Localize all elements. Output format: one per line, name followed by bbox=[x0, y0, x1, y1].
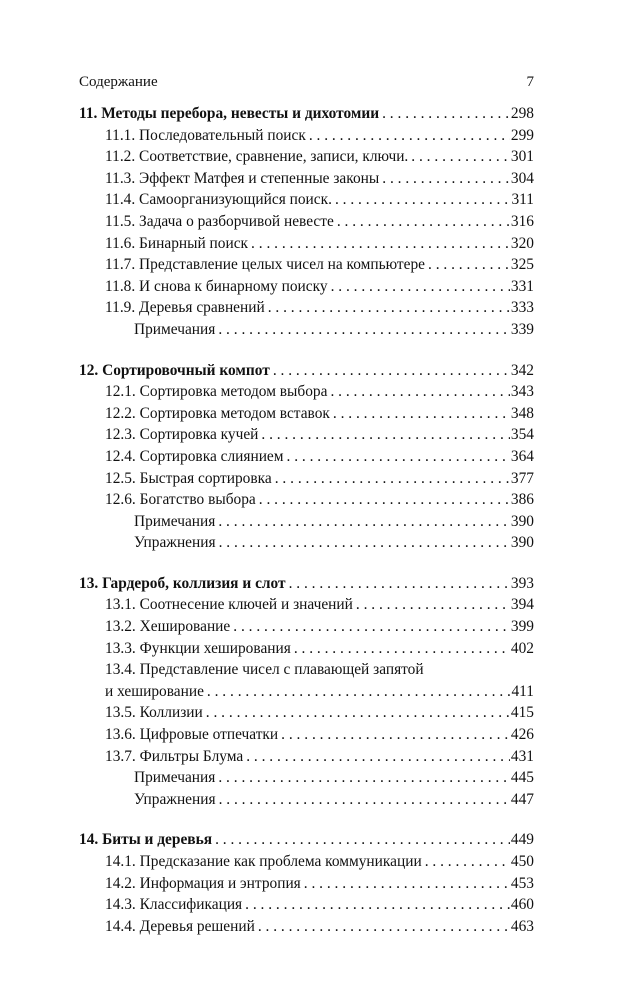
running-head-title: Содержание bbox=[79, 74, 158, 90]
section-entry bbox=[79, 446, 534, 468]
section-entry bbox=[79, 146, 534, 168]
section-entry-title: 11.5. Задача о разборчивой невесте bbox=[105, 212, 334, 230]
section-entry bbox=[79, 659, 534, 681]
dot-leader bbox=[233, 616, 510, 638]
section-entry bbox=[79, 189, 534, 211]
toc-chapter bbox=[79, 829, 534, 937]
section-entry-title: 11.4. Самоорганизующийся поиск. bbox=[105, 191, 332, 209]
dot-leader bbox=[261, 424, 510, 446]
section-entry bbox=[79, 297, 534, 319]
chapter-heading-page: 298 bbox=[510, 105, 534, 122]
section-entry-page: 415 bbox=[510, 704, 534, 722]
chapter-heading bbox=[79, 360, 534, 382]
section-entry-page: 364 bbox=[510, 447, 534, 465]
dot-leader bbox=[258, 916, 510, 938]
section-entry-title: 13.4. Представление чисел с плавающей запятой bbox=[105, 661, 424, 679]
section-entry-page: 333 bbox=[510, 299, 534, 317]
section-entry-page: 304 bbox=[510, 169, 534, 187]
section-entry-title: 12.4. Сортировка слиянием bbox=[105, 447, 284, 465]
chapter-heading bbox=[79, 103, 534, 125]
chapter-heading-page: 342 bbox=[510, 361, 534, 379]
dot-leader bbox=[335, 189, 511, 211]
dot-leader bbox=[294, 638, 510, 660]
running-head bbox=[79, 71, 534, 93]
dot-leader bbox=[245, 894, 510, 916]
section-entry bbox=[79, 424, 534, 446]
dot-leader bbox=[246, 746, 510, 768]
appendix-entry-title: Примечания bbox=[134, 769, 216, 787]
chapter-heading bbox=[79, 829, 534, 851]
section-entry-title: 12.1. Сортировка методом выбора bbox=[105, 383, 328, 401]
section-entry-title: 13.1. Соотнесение ключей и значений bbox=[105, 596, 353, 614]
chapter-heading-title: 11. Методы перебора, невесты и дихотомии bbox=[79, 105, 380, 122]
section-entry-title: 11.1. Последовательный поиск bbox=[105, 126, 306, 144]
dot-leader bbox=[304, 873, 510, 895]
section-entry bbox=[79, 746, 534, 768]
section-entry bbox=[79, 276, 534, 298]
dot-leader bbox=[206, 702, 510, 724]
chapter-heading-page: 449 bbox=[510, 831, 534, 849]
section-entry-page: 394 bbox=[510, 596, 534, 614]
section-entry bbox=[79, 211, 534, 233]
appendix-entry bbox=[79, 789, 534, 811]
dot-leader bbox=[273, 360, 510, 382]
dot-leader bbox=[281, 724, 510, 746]
section-entry bbox=[79, 381, 534, 403]
dot-leader bbox=[218, 767, 510, 789]
section-entry-title: 11.2. Соответствие, сравнение, записи, ключи. bbox=[105, 148, 409, 166]
section-entry-title: 13.3. Функции хеширования bbox=[105, 639, 291, 657]
dot-leader bbox=[287, 446, 510, 468]
appendix-entry bbox=[79, 511, 534, 533]
section-entry-page: 348 bbox=[510, 404, 534, 422]
section-entry-page: 331 bbox=[510, 277, 534, 295]
dot-leader bbox=[218, 511, 510, 533]
section-entry-page: 299 bbox=[510, 126, 534, 144]
appendix-entry-page: 390 bbox=[510, 534, 534, 552]
section-entry bbox=[79, 724, 534, 746]
dot-leader bbox=[331, 276, 510, 298]
appendix-entry-title: Примечания bbox=[134, 320, 216, 338]
section-entry-continuation-title: и хеширование bbox=[105, 682, 204, 700]
section-entry bbox=[79, 403, 534, 425]
dot-leader bbox=[251, 233, 510, 255]
section-entry-title: 12.2. Сортировка методом вставок bbox=[105, 404, 330, 422]
chapter-heading-title: 14. Биты и деревья bbox=[79, 831, 213, 849]
toc-chapter bbox=[79, 573, 534, 811]
section-entry-title: 14.2. Информация и энтропия bbox=[105, 874, 301, 892]
appendix-entry-page: 447 bbox=[510, 790, 534, 808]
appendix-entry bbox=[79, 319, 534, 341]
table-of-contents bbox=[79, 103, 534, 956]
section-entry bbox=[79, 702, 534, 724]
section-entry-page: 450 bbox=[510, 853, 534, 870]
appendix-entry-title: Упражнения bbox=[134, 534, 216, 552]
section-entry bbox=[79, 916, 534, 938]
section-entry bbox=[79, 168, 534, 190]
section-entry-page: 402 bbox=[510, 639, 534, 657]
dot-leader bbox=[330, 381, 509, 403]
appendix-entry-title: Упражнения bbox=[134, 790, 216, 808]
section-entry-page: 301 bbox=[510, 148, 534, 166]
section-entry-page: 386 bbox=[510, 491, 534, 509]
section-entry-page: 316 bbox=[510, 212, 534, 230]
section-entry bbox=[79, 873, 534, 895]
section-entry-title: 12.6. Богатство выбора bbox=[105, 491, 256, 509]
dot-leader bbox=[268, 297, 510, 319]
section-entry-page: 354 bbox=[510, 426, 534, 444]
appendix-entry-title: Примечания bbox=[134, 512, 216, 530]
section-entry-title: 13.6. Цифровые отпечатки bbox=[105, 726, 279, 744]
section-entry-page: 431 bbox=[510, 747, 534, 765]
dot-leader bbox=[428, 254, 510, 276]
section-entry-title: 14.3. Классификация bbox=[105, 896, 243, 914]
dot-leader bbox=[207, 681, 511, 703]
section-entry-page: 426 bbox=[510, 726, 534, 744]
chapter-heading-title: 13. Гардероб, коллизия и слот bbox=[79, 574, 286, 592]
section-entry-title: 13.7. Фильтры Блума bbox=[105, 747, 244, 765]
dot-leader bbox=[382, 168, 510, 190]
dot-leader bbox=[333, 403, 510, 425]
section-entry-page: 463 bbox=[510, 917, 534, 935]
dot-leader bbox=[219, 789, 510, 811]
chapter-heading-title: 12. Сортировочный компот bbox=[79, 361, 270, 379]
appendix-entry-page: 339 bbox=[510, 320, 534, 338]
section-entry-page: 399 bbox=[510, 618, 534, 636]
chapter-heading-page: 393 bbox=[510, 574, 534, 592]
section-entry bbox=[79, 594, 534, 616]
dot-leader bbox=[289, 573, 510, 595]
dot-leader bbox=[218, 319, 510, 341]
section-entry-title: 11.9. Деревья сравнений bbox=[105, 299, 265, 317]
page-number: 7 bbox=[526, 74, 534, 90]
dot-leader bbox=[356, 594, 510, 616]
section-entry-page: 325 bbox=[510, 256, 534, 274]
dot-leader bbox=[309, 125, 510, 147]
dot-leader bbox=[219, 532, 510, 554]
section-entry bbox=[79, 616, 534, 638]
section-entry-title: 14.1. Предсказание как проблема коммуникации bbox=[105, 853, 422, 870]
section-entry bbox=[79, 489, 534, 511]
dot-leader bbox=[337, 211, 510, 233]
appendix-entry bbox=[79, 767, 534, 789]
section-entry-title: 14.4. Деревья решений bbox=[105, 917, 255, 935]
section-entry bbox=[79, 233, 534, 255]
toc-chapter bbox=[79, 360, 534, 554]
section-entry-page: 320 bbox=[510, 234, 534, 252]
section-entry bbox=[79, 638, 534, 660]
section-entry bbox=[79, 125, 534, 147]
section-entry-title: 13.2. Хеширование bbox=[105, 618, 231, 636]
section-entry-page: 453 bbox=[510, 874, 534, 892]
section-entry-title: 12.3. Сортировка кучей bbox=[105, 426, 259, 444]
section-entry-title: 13.5. Коллизии bbox=[105, 704, 203, 722]
dot-leader bbox=[425, 851, 510, 873]
dot-leader bbox=[215, 829, 510, 851]
section-entry-page: 377 bbox=[510, 469, 534, 487]
appendix-entry-page: 445 bbox=[510, 769, 534, 787]
section-entry-page: 311 bbox=[511, 191, 534, 209]
section-entry-page: 343 bbox=[510, 383, 534, 401]
toc-chapter bbox=[79, 103, 534, 341]
section-entry-continuation-page: 411 bbox=[511, 682, 534, 700]
dot-leader bbox=[411, 146, 510, 168]
section-entry-title: 12.5. Быстрая сортировка bbox=[105, 469, 272, 487]
appendix-entry bbox=[79, 532, 534, 554]
section-entry-title: 11.7. Представление целых чисел на компьютере bbox=[105, 256, 426, 274]
dot-leader bbox=[259, 489, 510, 511]
section-entry-title: 11.6. Бинарный поиск bbox=[105, 234, 249, 252]
dot-leader bbox=[275, 468, 510, 490]
section-entry bbox=[79, 851, 534, 873]
section-entry-page: 460 bbox=[510, 896, 534, 914]
section-entry bbox=[79, 254, 534, 276]
section-entry-title: 11.8. И снова к бинарному поиску bbox=[105, 277, 328, 295]
section-entry-title: 11.3. Эффект Матфея и степенные законы bbox=[105, 169, 380, 187]
dot-leader bbox=[382, 103, 510, 125]
chapter-heading bbox=[79, 573, 534, 595]
section-entry-continuation bbox=[79, 681, 534, 703]
section-entry bbox=[79, 468, 534, 490]
appendix-entry-page: 390 bbox=[510, 512, 534, 530]
section-entry bbox=[79, 894, 534, 916]
